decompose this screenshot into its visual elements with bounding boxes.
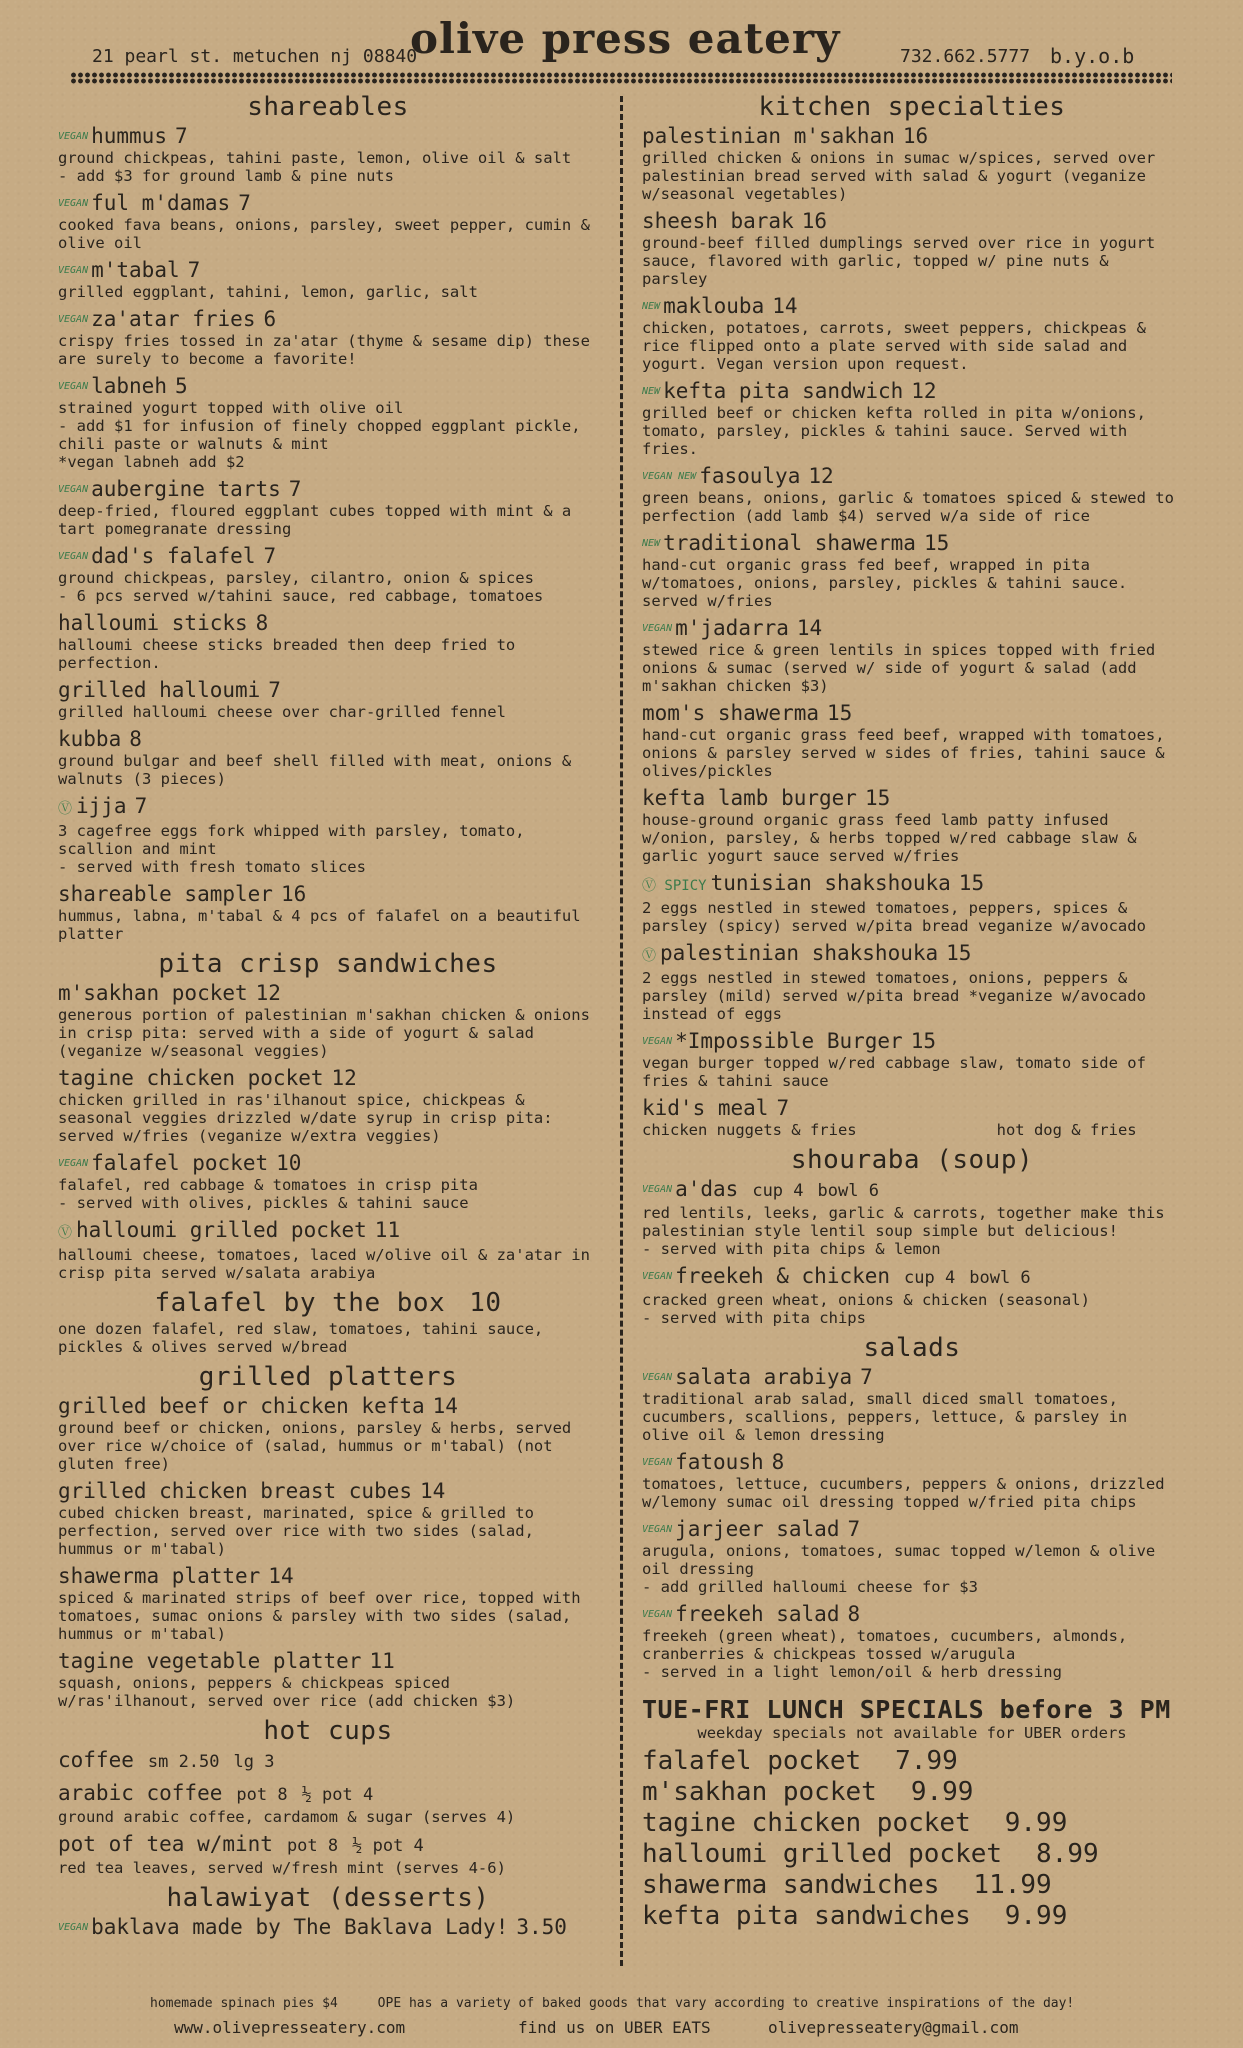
item-description: grilled chicken & onions in sumac w/spices, served over palestinian bread served with salad & yogurt (veganize w/seasonal vegetables) [642, 149, 1156, 203]
item-name: tagine chicken pocket [58, 1066, 324, 1090]
item-price: 7 [187, 258, 201, 282]
item-description: freekeh (green wheat), tomatoes, cucumbers, almonds, cranberries & chickpeas tossed w/arugula - served in a light lemon/oil & herb dressing [642, 1627, 1128, 1681]
vegan-badge: VEGAN [642, 1609, 673, 1620]
item-name: traditional shawerma [663, 531, 916, 555]
restaurant-title: olive press eatery [410, 14, 841, 63]
item-name: falafel pocket [91, 1151, 269, 1175]
item-name: grilled beef or chicken kefta [58, 1394, 425, 1418]
item-description: 2 eggs nestled in stewed tomatoes, peppers, spices & parsley (spicy) served w/pita bread veganize w/avocado [642, 899, 1146, 935]
menu-item [642, 1450, 1182, 1511]
item-description: deep-fried, floured eggplant cubes topped with mint & a tart pomegranate dressing [58, 502, 572, 538]
item-name: palestinian shakshouka [660, 941, 939, 965]
item-description: ground chickpeas, tahini paste, lemon, olive oil & salt - add $3 for ground lamb & pine nuts [58, 149, 572, 185]
item-price: 7 [268, 678, 281, 702]
lunch-special-row [642, 1777, 1182, 1808]
item-description: grilled beef or chicken kefta rolled in pita w/onions, tomato, parsley, pickles & tahini sauce. Served with fries. [642, 404, 1146, 458]
menu-item [58, 678, 598, 721]
cup-price: cup 4 [904, 1268, 956, 1288]
vegan-badge: VEGAN [58, 484, 89, 495]
section-heading: halawiyat (desserts) [166, 1883, 490, 1913]
item-name: kefta lamb burger [642, 786, 857, 810]
vegan-badge: VEGAN [642, 1524, 673, 1535]
item-name-line [642, 1029, 1182, 1054]
item-price: 15 [946, 941, 972, 965]
item-description: cubed chicken breast, marinated, spice & grilled to perfection, served over rice with two sides (salad, hummus or m'tabal) [58, 1504, 534, 1558]
item-description: ground arabic coffee, cardamom & sugar (serves 4) [58, 1808, 516, 1826]
menu-item [58, 1564, 598, 1643]
menu-item [642, 464, 1182, 525]
lunch-item-price: 7.99 [895, 1746, 958, 1776]
menu-header [0, 0, 1243, 86]
item-description: red lentils, leeks, garlic & carrots, together make this palestinian style lentil soup simple but delicious! - served with pita chips & lemon [642, 1204, 1165, 1258]
item-price: 10 [276, 1151, 302, 1175]
item-name-line [58, 1649, 598, 1674]
menu-item [58, 1649, 598, 1710]
menu-item [642, 1602, 1182, 1681]
item-name: tunisian shakshouka [710, 871, 951, 895]
menu-item [58, 544, 598, 605]
menu-item [642, 531, 1182, 610]
item-name-line [58, 981, 598, 1006]
vegan-badge: VEGAN [58, 198, 89, 209]
lunch-item-name: tagine chicken pocket [642, 1808, 971, 1838]
vegan-badge: VEGAN [642, 1372, 673, 1383]
item-price: 15 [827, 701, 853, 725]
lunch-special-row [642, 1870, 1182, 1901]
menu-item [642, 1517, 1182, 1596]
lunch-special-row [642, 1746, 1182, 1777]
vegetarian-icon: Ⓥ [58, 1225, 72, 1241]
item-description: grilled eggplant, tahini, lemon, garlic, salt [58, 283, 478, 301]
box-price: 10 [469, 1288, 502, 1318]
item-name: mom's shawerma [642, 701, 820, 725]
item-description: green beans, onions, garlic & tomatoes spiced & stewed to perfection (add lamb $4) served w/a side of rice [642, 489, 1174, 525]
email-link[interactable]: olivepresseatery@gmail.com [768, 2018, 1019, 2037]
vegan-badge: VEGAN [642, 1184, 673, 1195]
menu-item [58, 1151, 598, 1212]
item-name: maklouba [663, 294, 765, 318]
item-name: freekeh & chicken [675, 1264, 891, 1288]
item-name-line [58, 678, 598, 703]
item-name-line [58, 1066, 598, 1091]
lunch-item-name: shawerma sandwiches [642, 1870, 940, 1900]
item-name-line [58, 1915, 598, 1940]
item-name: halloumi sticks [58, 611, 248, 635]
menu-item [58, 1832, 598, 1877]
pot-price: pot 8 [286, 1836, 339, 1856]
new-badge: NEW [642, 301, 661, 312]
item-name: coffee [58, 1748, 134, 1772]
lunch-specials-heading: TUE-FRI LUNCH SPECIALS before 3 PM [642, 1695, 1171, 1724]
box-heading: falafel by the box [154, 1288, 446, 1318]
item-name-line [58, 1748, 598, 1775]
item-description: house-ground organic grass feed lamb patty infused w/onion, parsley, & herbs topped w/red cabbage slaw & garlic yogurt sauce served w/fries [642, 811, 1137, 865]
section-heading: pita crisp sandwiches [158, 949, 498, 979]
menu-item [58, 1915, 598, 1940]
item-name-line [642, 1450, 1182, 1475]
menu-item [58, 727, 598, 788]
item-name: salata arabiya [675, 1365, 853, 1389]
item-name-line [642, 531, 1182, 556]
item-name-line [58, 1832, 598, 1859]
item-name: kefta pita sandwich [663, 379, 904, 403]
baked-goods-note: OPE has a variety of baked goods that vary according to creative inspirations of the day! [377, 1996, 1075, 2011]
item-name: tagine vegetable platter [58, 1649, 362, 1673]
item-price: 15 [923, 531, 950, 555]
cup-price: cup 4 [752, 1181, 804, 1201]
item-name-line [58, 1394, 598, 1419]
lunch-specials-note: weekday specials not available for UBER orders [697, 1724, 1127, 1742]
item-price: 11 [369, 1649, 395, 1673]
left-column [58, 88, 598, 1946]
menu-item [642, 1365, 1182, 1444]
item-name-line [58, 1151, 598, 1176]
item-name: halloumi grilled pocket [76, 1218, 367, 1242]
item-name: grilled chicken breast cubes [58, 1479, 413, 1503]
item-name: m'tabal [91, 258, 180, 282]
item-name-line [58, 307, 598, 332]
item-name: a'das [675, 1177, 739, 1201]
item-description: halloumi cheese, tomatoes, laced w/olive oil & za'atar in crisp pita served w/salata arabiya [58, 1246, 590, 1282]
item-price: 7 [847, 1517, 861, 1541]
item-name: baklava made by The Baklava Lady! [91, 1915, 509, 1939]
section-heading: salads [863, 1333, 961, 1363]
item-name-line [58, 882, 598, 907]
menu-item [58, 794, 598, 876]
item-description: chicken grilled in ras'ilhanout spice, chickpeas & seasonal veggies drizzled w/date syrup in crisp pita: served w/fries (veganize w/extra veggies) [58, 1091, 553, 1145]
vegan-badge: VEGAN [58, 131, 89, 142]
item-description: ground-beef filled dumplings served over rice in yogurt sauce, flavored with garlic, topped w/ pine nuts & parsley [642, 234, 1156, 288]
new-badge: VEGAN NEW [642, 471, 697, 482]
item-name: za'atar fries [91, 307, 256, 331]
item-price: 12 [331, 1066, 357, 1090]
menu-item [642, 294, 1182, 373]
item-price: 7 [288, 477, 302, 501]
lunch-special-row [642, 1808, 1182, 1839]
item-description: cooked fava beans, onions, parsley, sweet pepper, cumin & olive oil [58, 216, 590, 252]
item-description: 3 cagefree eggs fork whipped with parsley, tomato, scallion and mint - served with fresh tomato slices [58, 822, 525, 876]
item-description: chicken nuggets & fries [642, 1121, 857, 1139]
item-name-line [642, 941, 1182, 969]
large-price: lg 3 [233, 1752, 275, 1772]
item-price: 7 [860, 1365, 873, 1389]
item-name-line [642, 124, 1182, 149]
menu-item [58, 1781, 598, 1826]
item-description: traditional arab salad, small diced small tomatoes, cucumbers, scallions, peppers, lettuce, & parsley in olive oil & lemon dressing [642, 1390, 1128, 1444]
item-name-line [58, 1564, 598, 1589]
footer-notes [150, 1996, 1106, 2011]
item-description: ground chickpeas, parsley, cilantro, onion & spices - 6 pcs served w/tahini sauce, red cabbage, tomatoes [58, 569, 544, 605]
menu-item [58, 374, 598, 471]
website-link[interactable]: www.olivepresseatery.com [174, 2018, 406, 2037]
vegan-badge: VEGAN [58, 314, 89, 325]
item-price: 3.50 [516, 1915, 567, 1939]
menu-item [642, 124, 1182, 203]
lunch-item-name: falafel pocket [642, 1746, 862, 1776]
vegan-badge: VEGAN [642, 1036, 673, 1047]
small-price: sm 2.50 [147, 1752, 220, 1772]
lunch-item-price: 11.99 [973, 1870, 1052, 1900]
item-price: 7 [263, 544, 277, 568]
item-name: *Impossible Burger [675, 1029, 903, 1053]
address: 21 pearl st. metuchen nj 08840 [92, 46, 418, 67]
item-name: pot of tea w/mint [58, 1832, 273, 1856]
item-name: kid's meal [642, 1096, 769, 1120]
item-description: ground beef or chicken, onions, parsley & herbs, served over rice w/choice of (salad, hummus or m'tabal) (not gluten free) [58, 1419, 572, 1473]
lunch-item-price: 8.99 [1036, 1839, 1099, 1869]
lunch-item-price: 9.99 [1004, 1808, 1068, 1838]
vegan-badge: VEGAN [642, 1457, 673, 1468]
item-price: 8 [771, 1450, 785, 1474]
new-badge: NEW [642, 538, 661, 549]
item-price: 7 [134, 794, 148, 818]
item-name-line [642, 871, 1182, 899]
item-description: strained yogurt topped with olive oil - add $1 for infusion of finely chopped eggplant pickle, chili paste or walnuts & mint *vegan labneh add $2 [58, 399, 581, 471]
item-price: 15 [958, 871, 985, 895]
section-heading: shouraba (soup) [790, 1145, 1034, 1175]
lunch-special-row [642, 1839, 1182, 1870]
column-divider [620, 96, 623, 1966]
section-heading: grilled platters [198, 1362, 458, 1392]
lunch-item-name: halloumi grilled pocket [642, 1839, 1003, 1869]
item-price: 15 [864, 786, 891, 810]
item-name-line [58, 374, 598, 399]
item-name: shareable sampler [58, 882, 273, 906]
menu-item [58, 1066, 598, 1145]
item-name-line [642, 1096, 1182, 1121]
item-description: cracked green wheat, onions & chicken (seasonal) - served with pita chips [642, 1291, 1090, 1327]
item-price: 14 [268, 1564, 294, 1588]
item-name-line [642, 1365, 1182, 1390]
section-heading [58, 1288, 598, 1318]
vegan-badge: VEGAN [58, 1922, 89, 1933]
bowl-price: bowl 6 [817, 1181, 879, 1201]
item-name-line [642, 1264, 1182, 1291]
item-name-line [642, 1177, 1182, 1204]
item-name-line [642, 294, 1182, 319]
menu-item [642, 379, 1182, 458]
item-name: m'sakhan pocket [58, 981, 248, 1005]
item-description: grilled halloumi cheese over char-grilled fennel [58, 703, 506, 721]
item-description: stewed rice & green lentils in spices topped with fried onions & sumac (served w/ side of yogurt & salad (add m'sakhan chicken $3) [642, 641, 1156, 695]
vegan-badge: VEGAN [58, 265, 89, 276]
item-name: ful m'damas [91, 191, 231, 215]
item-description: hand-cut organic grass fed beef, wrapped in pita w/tomatoes, onions, parsley, pickles & tahini sauce. served w/fries [642, 556, 1128, 610]
item-name: fatoush [675, 1450, 764, 1474]
item-price: 12 [808, 464, 834, 488]
item-name-line [58, 477, 598, 502]
menu-item [58, 258, 598, 301]
item-name-line [642, 786, 1182, 811]
item-name-line [642, 209, 1182, 234]
item-price: 5 [174, 374, 188, 398]
item-name-line [58, 794, 598, 822]
lunch-item-name: kefta pita sandwiches [642, 1901, 971, 1931]
item-description: tomatoes, lettuce, cucumbers, peppers & onions, drizzled w/lemony sumac oil dressing topped w/fried pita chips [642, 1475, 1165, 1511]
half-pot-price: ½ pot 4 [301, 1785, 374, 1805]
item-description: ground bulgar and beef shell filled with meat, onions & walnuts (3 pieces) [58, 752, 572, 788]
lunch-special-row [642, 1901, 1182, 1932]
item-price: 16 [801, 209, 828, 233]
item-price: 16 [902, 124, 929, 148]
item-name-line [642, 701, 1182, 726]
item-name: freekeh salad [675, 1602, 840, 1626]
item-name-line [58, 1218, 598, 1246]
item-description: chicken, potatoes, carrots, sweet peppers, chickpeas & rice flipped onto a plate served with side salad and yogurt. Vegan version upon request. [642, 319, 1146, 373]
item-name-line [58, 258, 598, 283]
item-price: 7 [174, 124, 188, 148]
menu-item [58, 882, 598, 943]
new-badge: NEW [642, 386, 661, 397]
section-heading: shareables [247, 92, 409, 122]
menu-item [58, 124, 598, 185]
item-description: red tea leaves, served w/fresh mint (serves 4-6) [58, 1859, 506, 1877]
vegan-badge: VEGAN [58, 381, 89, 392]
lunch-item-name: m'sakhan pocket [642, 1777, 877, 1807]
vegan-badge: VEGAN [642, 1271, 673, 1282]
item-price: 11 [374, 1218, 401, 1242]
item-description: spiced & marinated strips of beef over rice, topped with tomatoes, sumac onions & parsley with two sides (salad, hummus or m'tabal) [58, 1589, 581, 1643]
item-name-line [58, 544, 598, 569]
item-description-alt: hot dog & fries [996, 1121, 1137, 1139]
menu-item [642, 871, 1182, 935]
half-pot-price: ½ pot 4 [352, 1836, 424, 1856]
item-price: 7 [776, 1096, 790, 1120]
item-name: hummus [91, 124, 167, 148]
menu-item [58, 1218, 598, 1282]
menu-item [642, 616, 1182, 695]
item-description: hand-cut organic grass feed beef, wrapped with tomatoes, onions & parsley served w sides of fries, tahini sauce & olives/pickles [642, 726, 1165, 780]
vegan-badge: VEGAN [58, 1158, 89, 1169]
menu-item [642, 1177, 1182, 1258]
vegan-badge: VEGAN [642, 623, 673, 634]
item-name: grilled halloumi [58, 678, 261, 702]
phone-number: 732.662.5777 [900, 46, 1031, 67]
item-name-line [58, 727, 598, 752]
menu-item [642, 786, 1182, 865]
section-heading: kitchen specialties [758, 92, 1066, 122]
item-name-line [58, 1781, 598, 1808]
item-description: crispy fries tossed in za'atar (thyme & sesame dip) these are surely to become a favorite! [58, 332, 590, 368]
item-name: m'jadarra [675, 616, 789, 640]
item-description: generous portion of palestinian m'sakhan chicken & onions in crisp pita: served with a side of yogurt & salad (veganize w/seasonal veggies) [58, 1006, 590, 1060]
vegan-badge: VEGAN [58, 551, 89, 562]
item-description: one dozen falafel, red slaw, tomatoes, tahini sauce, pickles & olives served w/bread [58, 1320, 544, 1356]
item-price: 12 [255, 981, 281, 1005]
item-name: arabic coffee [58, 1781, 223, 1805]
item-price: 8 [255, 611, 269, 635]
item-price: 6 [263, 307, 277, 331]
item-name-line [58, 124, 598, 149]
spinach-pies-note: homemade spinach pies $4 [150, 1996, 338, 2011]
menu-item [642, 701, 1182, 780]
byob-label: b.y.o.b [1050, 44, 1135, 68]
item-name: fasoulya [699, 464, 801, 488]
item-description-row [642, 1121, 1182, 1139]
menu-item [58, 1394, 598, 1473]
vegetarian-icon: Ⓥ [58, 801, 72, 817]
menu-item [642, 1264, 1182, 1327]
menu-item [642, 1096, 1182, 1139]
menu-item [58, 307, 598, 368]
item-name-line [58, 191, 598, 216]
item-price: 14 [420, 1479, 446, 1503]
bowl-price: bowl 6 [969, 1268, 1031, 1288]
menu-item [58, 1320, 598, 1356]
item-description: vegan burger topped w/red cabbage slaw, tomato side of fries & tahini sauce [642, 1054, 1146, 1090]
item-name: aubergine tarts [91, 477, 281, 501]
item-name-line [642, 379, 1182, 404]
dotted-divider [70, 72, 1172, 84]
item-price: 8 [129, 727, 142, 751]
item-name-line [58, 1479, 598, 1504]
item-name: shawerma platter [58, 1564, 261, 1588]
item-description: falafel, red cabbage & tomatoes in crisp pita - served with olives, pickles & tahini sauce [58, 1176, 478, 1212]
item-price: 16 [280, 882, 307, 906]
vegetarian-icon: Ⓥ SPICY [642, 878, 707, 894]
item-name-line [642, 1602, 1182, 1627]
item-name: dad's falafel [91, 544, 256, 568]
item-name-line [642, 616, 1182, 641]
item-name: ijja [76, 794, 127, 818]
menu-item [58, 477, 598, 538]
uber-eats-link[interactable]: find us on UBER EATS [518, 2018, 711, 2037]
item-name: palestinian m'sakhan [642, 124, 895, 148]
menu-item [58, 1479, 598, 1558]
item-name-line [642, 464, 1182, 489]
item-price: 14 [796, 616, 823, 640]
item-name-line [642, 1517, 1182, 1542]
vegetarian-icon: Ⓥ [642, 948, 656, 964]
menu-item [58, 1748, 598, 1775]
item-description: hummus, labna, m'tabal & 4 pcs of falafel on a beautiful platter [58, 907, 581, 943]
item-price: 14 [772, 294, 798, 318]
item-price: 7 [238, 191, 251, 215]
lunch-item-price: 9.99 [910, 1777, 974, 1807]
menu-item [58, 191, 598, 252]
item-name: kubba [58, 727, 122, 751]
menu-item [58, 981, 598, 1060]
item-name: jarjeer salad [675, 1517, 840, 1541]
item-price: 8 [847, 1602, 861, 1626]
item-description: halloumi cheese sticks breaded then deep fried to perfection. [58, 636, 516, 672]
item-description: arugula, onions, tomatoes, sumac topped w/lemon & olive oil dressing - add grilled halloumi cheese for $3 [642, 1542, 1156, 1596]
item-name: sheesh barak [642, 209, 794, 233]
item-price: 14 [432, 1394, 458, 1418]
menu-item [642, 1029, 1182, 1090]
right-column [642, 88, 1182, 1932]
menu-item [642, 209, 1182, 288]
menu-item [642, 941, 1182, 1023]
item-name: labneh [91, 374, 167, 398]
menu-item [58, 611, 598, 672]
item-price: 15 [910, 1029, 936, 1053]
item-description: 2 eggs nestled in stewed tomatoes, onions, peppers & parsley (mild) served w/pita bread *veganize w/avocado instead of eggs [642, 969, 1146, 1023]
item-price: 12 [911, 379, 937, 403]
item-description: squash, onions, peppers & chickpeas spiced w/ras'ilhanout, served over rice (add chicken $3) [58, 1674, 516, 1710]
section-heading: hot cups [263, 1716, 393, 1746]
item-name-line [58, 611, 598, 636]
pot-price: pot 8 [236, 1785, 288, 1805]
lunch-item-price: 9.99 [1004, 1901, 1068, 1931]
